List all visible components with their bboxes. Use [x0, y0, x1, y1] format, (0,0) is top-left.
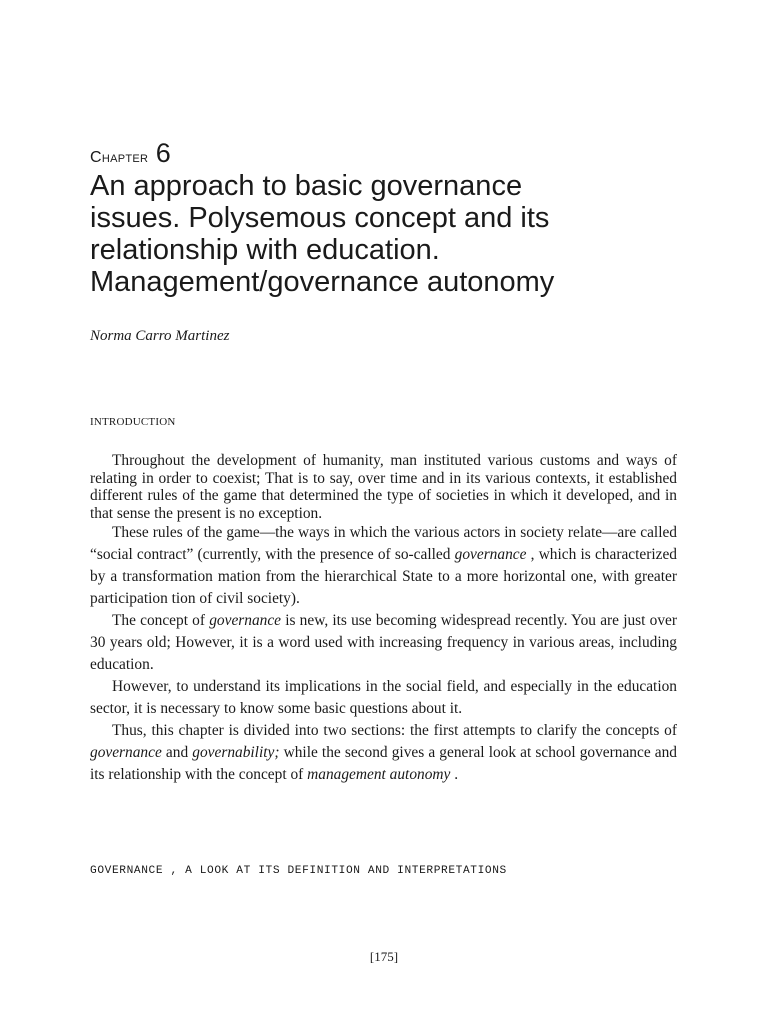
text-run: while the second gives a general look at school governance and its relationship with the concept of: [90, 744, 677, 783]
emphasis-term: governability;: [192, 744, 280, 761]
chapter-title-line: An approach to basic governance: [90, 170, 523, 202]
text-run: The concept of: [112, 612, 206, 629]
author-name: Norma Carro Martinez: [90, 328, 230, 344]
chapter-title-line: issues. Polysemous concept and its: [90, 202, 550, 234]
text-run: .: [450, 766, 459, 783]
paragraph: [90, 720, 677, 786]
text-run: is new, its use becoming widespread recently. You are just over 30 years old; However, it is a word used with increasing frequency in various areas, including education.: [90, 612, 677, 673]
emphasis-term: management autonomy: [307, 766, 451, 783]
emphasis-term: governance: [209, 612, 282, 629]
chapter-label: [90, 138, 171, 169]
text-run: Thus, this chapter is divided into two sections: the first attempts to clarify the concepts of: [112, 722, 677, 739]
subsection-heading: GOVERNANCE , A LOOK AT ITS DEFINITION AND INTERPRETATIONS: [90, 865, 507, 877]
paragraph: Throughout the development of humanity, man instituted various customs and ways of relating in order to coexist; That is to say, over time and in its various contexts, it established different rules of the game that determined the type of societies in which it developed, and in that sense the present is no exception.: [90, 452, 677, 522]
paragraph: [90, 610, 677, 676]
chapter-word: Chapter: [90, 149, 149, 166]
emphasis-term: governance: [454, 546, 527, 563]
text-run: and: [161, 744, 193, 761]
body-text: [90, 452, 677, 786]
chapter-number: 6: [155, 138, 171, 168]
paragraph: [90, 522, 677, 610]
chapter-title-line: Management/governance autonomy: [90, 266, 555, 298]
text-run: These rules of the game—the ways in which the various actors in society relate—are called “social contract” (currently, with the presence of so-called: [90, 524, 677, 563]
section-heading: INTRODUCTION: [90, 416, 176, 428]
emphasis-term: governance: [90, 744, 162, 761]
page-number: [175]: [369, 949, 399, 964]
chapter-title-line: relationship with education.: [90, 234, 440, 266]
paragraph: However, to understand its implications in the social field, and especially in the education sector, it is necessary to know some basic questions about it.: [90, 678, 677, 717]
text-run: , which is characterized by a transformation mation from the hierarchical State to a more horizontal one, with greater participation tion of civil society).: [90, 546, 677, 607]
chapter-title: [90, 170, 690, 298]
